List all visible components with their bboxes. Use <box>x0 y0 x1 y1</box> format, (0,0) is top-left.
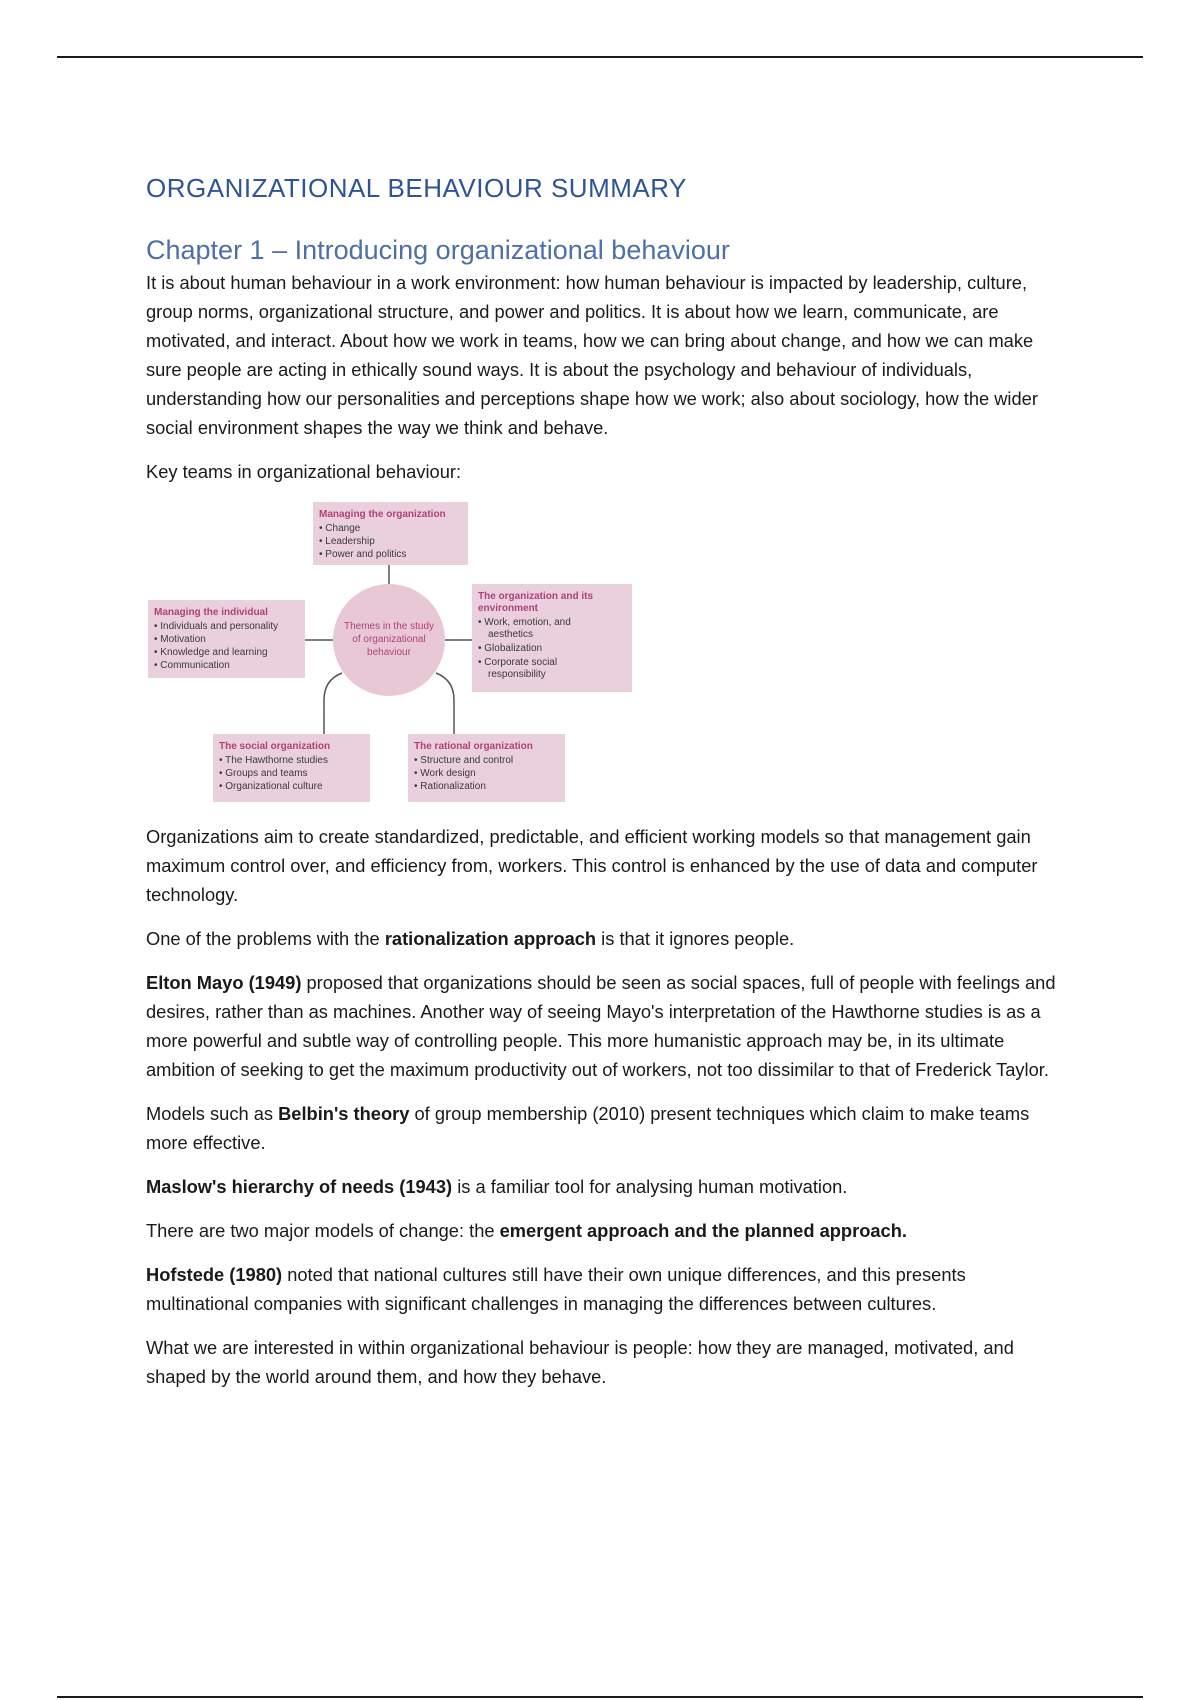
svg-text:• Groups and teams: • Groups and teams <box>219 768 308 779</box>
document-title: ORGANIZATIONAL BEHAVIOUR SUMMARY <box>146 173 687 203</box>
box-social-organization <box>213 734 370 802</box>
chapter-heading: Chapter 1 – Introducing organizational behaviour <box>146 235 730 265</box>
box-item: Work design <box>420 768 476 779</box>
box-item: The Hawthorne studies <box>225 755 328 766</box>
key-teams-label: Key teams in organizational behaviour: <box>146 461 462 482</box>
hofstede-term: Hofstede (1980) <box>146 1264 283 1285</box>
maslow-term: Maslow's hierarchy of needs (1943) <box>146 1176 453 1197</box>
svg-text:• Individuals and personality: • Individuals and personality <box>154 621 279 632</box>
box-organization-environment <box>472 584 632 692</box>
belbin-term: Belbin's theory <box>278 1103 410 1124</box>
box-item: Corporate social <box>484 657 558 668</box>
maslow-paragraph: Maslow's hierarchy of needs (1943) is a familiar tool for analysing human motivation. <box>146 1176 848 1197</box>
hofstede-paragraph: Hofstede (1980) noted that national cultures still have their own unique differences, and this presents multinational companies with significant challenges in managing the differences between cultures. <box>146 1264 966 1314</box>
svg-text:• Corporate social: • Corporate social <box>478 657 558 668</box>
box-item: Work, emotion, and <box>484 617 571 628</box>
box-title: environment <box>478 603 539 614</box>
svg-text:• Change: • Change <box>319 523 361 534</box>
center-label-line: Themes in the study <box>343 621 435 632</box>
svg-text:• Motivation: • Motivation <box>154 634 206 645</box>
center-circle <box>333 584 445 696</box>
mayo-term: Elton Mayo (1949) <box>146 972 302 993</box>
box-managing-individual <box>148 600 305 678</box>
svg-text:• Work design: • Work design <box>414 768 476 779</box>
box-item: Individuals and personality <box>160 621 279 632</box>
svg-text:• Work, emotion, and: • Work, emotion, and <box>478 617 571 628</box>
box-title: The organization and its <box>478 591 594 602</box>
box-title: Managing the organization <box>319 509 446 520</box>
center-label-line: of organizational <box>352 634 426 645</box>
svg-text:• Power and politics: • Power and politics <box>319 549 407 560</box>
box-item: Power and politics <box>325 549 407 560</box>
svg-text:• Communication: • Communication <box>154 660 230 671</box>
box-item: Globalization <box>484 643 543 654</box>
mayo-paragraph: Elton Mayo (1949) proposed that organizations should be seen as social spaces, full of people with feelings and desires, rather than as machines. Another way of seeing Mayo's interpretation of the Hawthorne studies is as a more powerful and subtle way of controlling people. This more humanistic approach may be, in its ultimate ambition of seeking to get the maximum productivity out of workers, not too dissimilar to that of Frederick Taylor. <box>146 972 1056 1080</box>
footer-rule <box>57 1696 1143 1698</box>
box-item: responsibility <box>488 669 546 680</box>
themes-diagram <box>146 496 636 808</box>
box-item: Rationalization <box>420 781 486 792</box>
change-paragraph: There are two major models of change: the emergent approach and the planned approach. <box>146 1220 907 1241</box>
organizations-paragraph: Organizations aim to create standardized, predictable, and efficient working models so that management gain maximum control over, and efficiency from, workers. This control is enhanced by the use of data and computer technology. <box>146 826 1038 905</box>
box-title: The rational organization <box>414 741 533 752</box>
svg-text:• The Hawthorne studies: • The Hawthorne studies <box>219 755 328 766</box>
box-item: Groups and teams <box>225 768 308 779</box>
change-term: emergent approach and the planned approach. <box>499 1220 907 1241</box>
svg-text:• Organizational culture: • Organizational culture <box>219 781 323 792</box>
box-item: Motivation <box>160 634 206 645</box>
box-rational-organization <box>408 734 565 802</box>
document-body <box>146 170 1066 1391</box>
box-item: aesthetics <box>488 629 534 640</box>
svg-text:• Globalization: • Globalization <box>478 643 543 654</box>
belbin-paragraph: Models such as Belbin's theory of group membership (2010) present techniques which claim to make teams more effective. <box>146 1103 1030 1153</box>
box-item: Change <box>325 523 361 534</box>
svg-text:• Structure and control: • Structure and control <box>414 755 514 766</box>
box-item: Structure and control <box>420 755 514 766</box>
box-title: Managing the individual <box>154 607 268 618</box>
svg-text:• Rationalization: • Rationalization <box>414 781 486 792</box>
intro-paragraph: It is about human behaviour in a work environment: how human behaviour is impacted by leadership, culture, group norms, organizational structure, and power and politics. It is about how we learn, communicate, are motivated, and interact. About how we work in teams, how we can bring about change, and how we can make sure people are acting in ethically sound ways. It is about the psychology and behaviour of individuals, understanding how our personalities and perceptions shape how we work; also about sociology, how the wider social environment shapes the way we think and behave. <box>146 272 1038 438</box>
center-label-line: behaviour <box>367 647 411 658</box>
box-item: Organizational culture <box>225 781 323 792</box>
header-rule <box>57 56 1143 58</box>
final-paragraph: What we are interested in within organizational behaviour is people: how they are managed, motivated, and shaped by the world around them, and how they behave. <box>146 1337 1014 1387</box>
rationalization-term: rationalization approach <box>384 928 597 949</box>
box-managing-organization <box>313 502 468 565</box>
svg-text:• Knowledge and learning: • Knowledge and learning <box>154 647 268 658</box>
svg-text:• Leadership: • Leadership <box>319 536 375 547</box>
box-item: Leadership <box>325 536 375 547</box>
box-item: Knowledge and learning <box>160 647 268 658</box>
rationalization-paragraph: One of the problems with the rationalization approach is that it ignores people. <box>146 928 795 949</box>
box-item: Communication <box>160 660 230 671</box>
box-title: The social organization <box>219 741 331 752</box>
